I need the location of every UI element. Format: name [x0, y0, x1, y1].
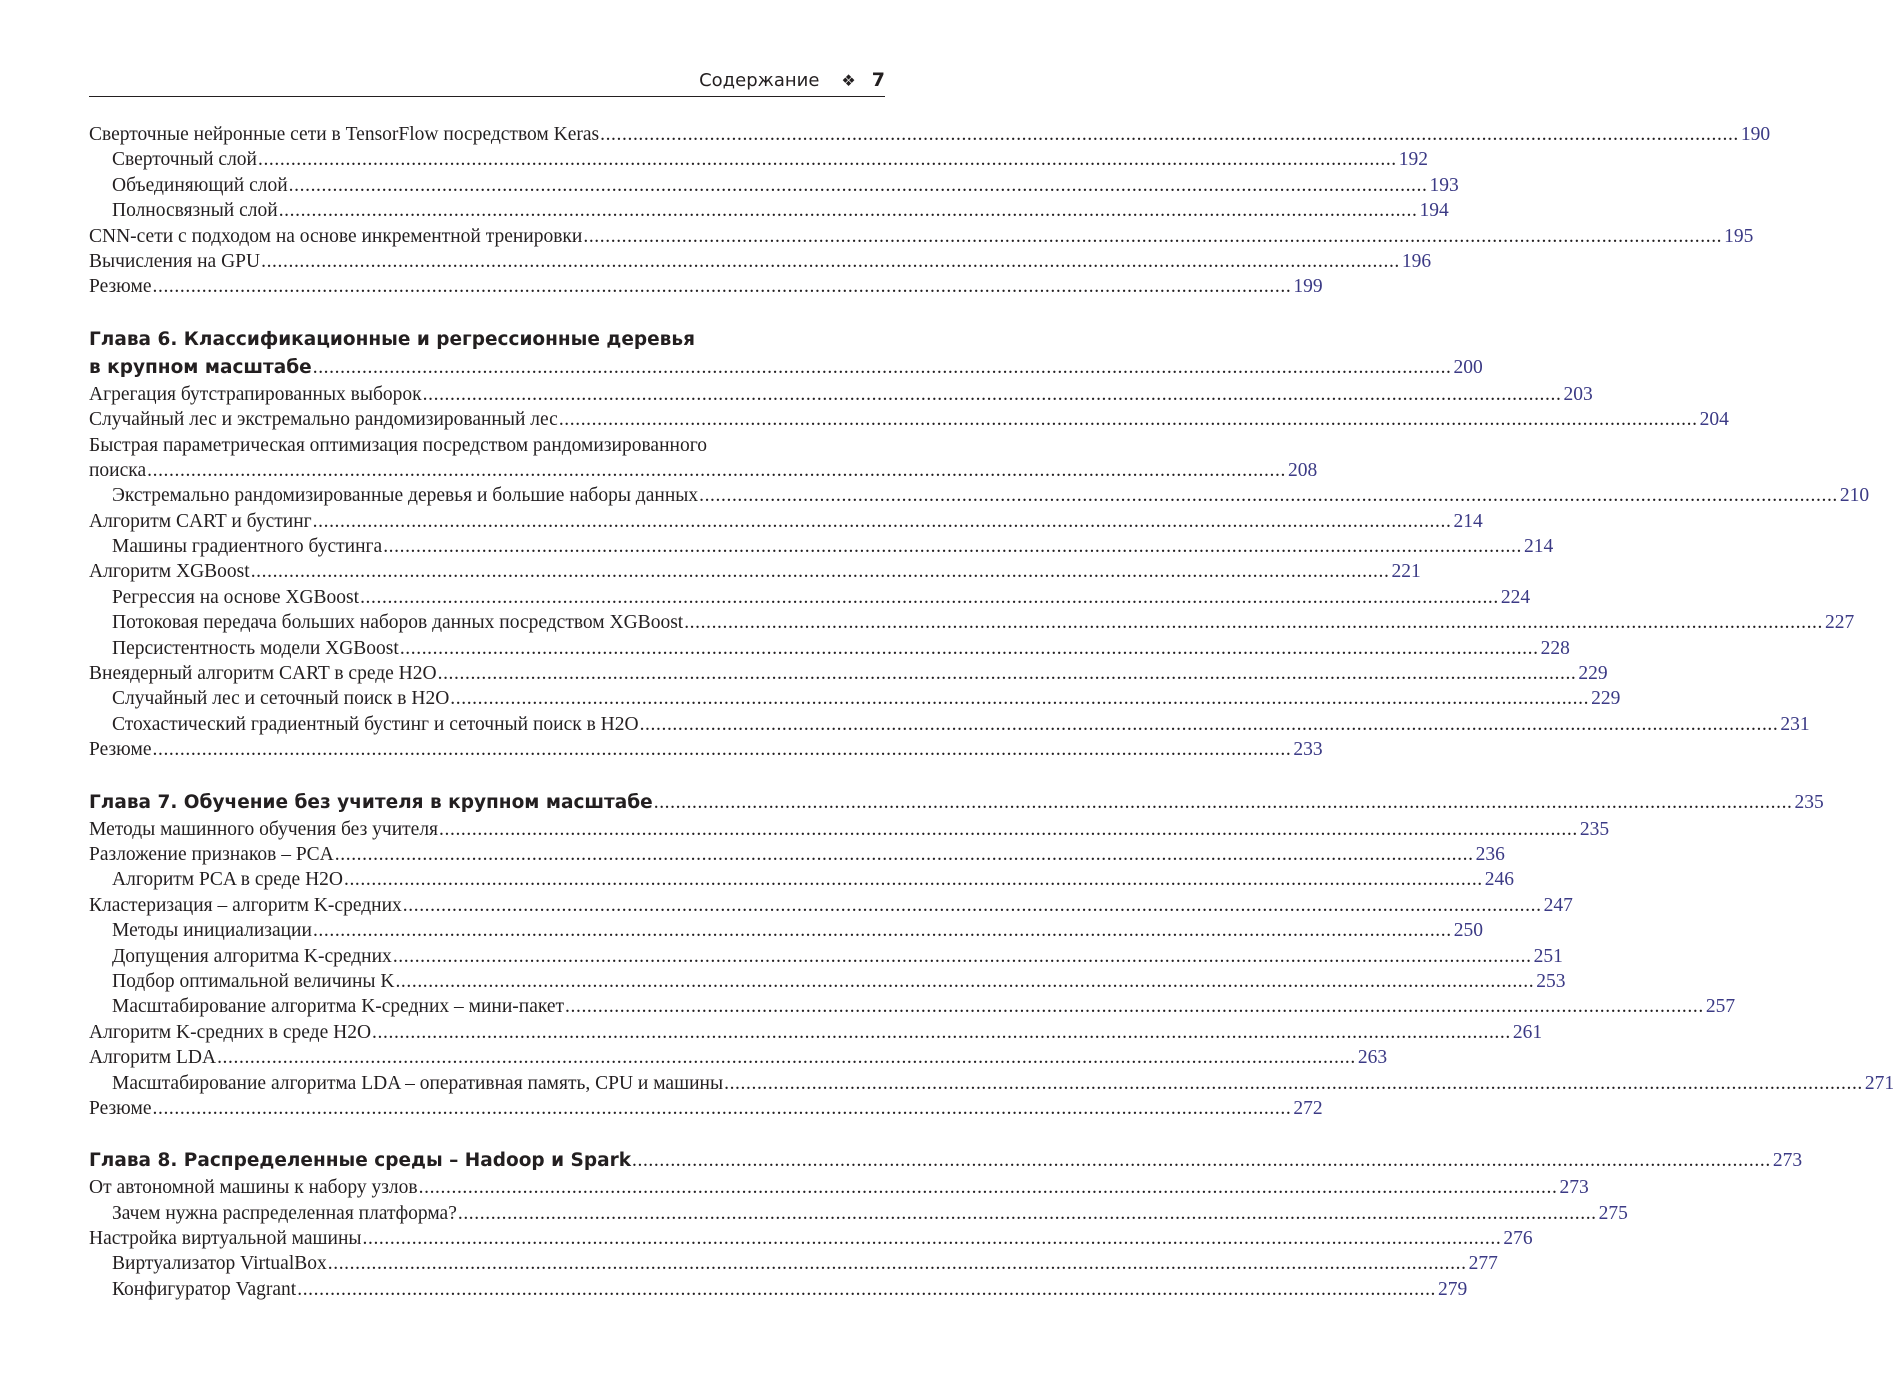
- chapter-heading[interactable]: [89, 354, 1483, 382]
- entry-title: От автономной машины к набору узлов: [89, 1177, 418, 1199]
- dot-leader: [559, 407, 1698, 432]
- entry-page-number: 200: [1453, 356, 1483, 378]
- dot-leader: [684, 610, 1823, 635]
- toc-entry[interactable]: [89, 610, 1855, 635]
- toc-entry[interactable]: [89, 1045, 1388, 1070]
- toc-entry[interactable]: [89, 1020, 1543, 1045]
- dot-leader: [153, 737, 1292, 762]
- entry-page-number: 263: [1357, 1047, 1388, 1069]
- entry-page-number: 203: [1563, 383, 1593, 405]
- toc-entry[interactable]: [89, 944, 1563, 969]
- dot-leader: [640, 712, 1779, 737]
- entry-title: Резюме: [89, 276, 152, 298]
- toc-entry[interactable]: [89, 224, 1754, 249]
- entry-page-number: 233: [1293, 739, 1323, 761]
- toc-entry[interactable]: [89, 147, 1429, 172]
- dot-leader: [403, 893, 1542, 918]
- entry-page-number: 195: [1724, 225, 1754, 247]
- entry-page-number: 224: [1500, 586, 1531, 608]
- entry-title: Алгоритм CART и бустинг: [89, 510, 312, 532]
- toc-entry[interactable]: [89, 1175, 1589, 1200]
- dot-leader: [583, 224, 1722, 249]
- toc-entry[interactable]: [89, 1096, 1323, 1121]
- toc-entry[interactable]: [89, 274, 1323, 299]
- entry-title: Случайный лес и экстремально рандомизированный лес: [89, 409, 558, 431]
- dot-leader: [439, 817, 1578, 842]
- dot-leader: [450, 686, 1589, 711]
- entry-title: Стохастический градиентный бустинг и сеточный поиск в H2O: [112, 713, 639, 735]
- entry-page-number: 253: [1536, 970, 1566, 992]
- toc-entry[interactable]: [89, 918, 1483, 943]
- entry-title: Настройка виртуальной машины: [89, 1228, 362, 1250]
- dot-leader: [360, 585, 1499, 610]
- entry-page-number: 208: [1287, 459, 1318, 481]
- entry-title: Агрегация бутстрапированных выборок: [89, 383, 422, 405]
- entry-title: Объединяющий слой: [112, 174, 288, 196]
- toc-entry[interactable]: [89, 712, 1810, 737]
- toc-entry[interactable]: [89, 1226, 1533, 1251]
- dot-leader: [423, 382, 1562, 407]
- dot-leader: [724, 1071, 1863, 1096]
- toc-entry[interactable]: [89, 198, 1449, 223]
- toc-entry[interactable]: [89, 842, 1505, 867]
- entry-page-number: 271: [1864, 1072, 1894, 1094]
- toc-entry[interactable]: [89, 1277, 1468, 1302]
- entry-page-number: 229: [1578, 663, 1608, 685]
- entry-page-number: 196: [1401, 250, 1432, 272]
- entry-title: Алгоритм LDA: [89, 1047, 217, 1069]
- entry-page-number: 276: [1503, 1228, 1533, 1250]
- entry-page-number: 221: [1391, 561, 1421, 583]
- entry-title: Потоковая передача больших наборов данных посредством XGBoost: [112, 612, 684, 634]
- toc-entry[interactable]: [89, 382, 1593, 407]
- entry-page-number: 214: [1453, 510, 1483, 532]
- entry-page-number: 228: [1540, 637, 1570, 659]
- dot-leader: [335, 842, 1474, 867]
- dot-leader: [400, 636, 1539, 661]
- entry-page-number: 251: [1533, 945, 1563, 967]
- running-header: [89, 64, 885, 97]
- dot-leader: [147, 458, 1286, 483]
- entry-title: Внеядерный алгоритм CART в среде H2O: [89, 663, 437, 685]
- toc-entry[interactable]: [89, 661, 1608, 686]
- header-section-title: Содержание: [699, 69, 820, 91]
- entry-title: Подбор оптимальной величины K: [112, 970, 395, 992]
- toc-entry[interactable]: [89, 249, 1432, 274]
- entry-page-number: 214: [1524, 536, 1554, 558]
- dot-leader: [438, 661, 1577, 686]
- entry-title: Сверточный слой: [112, 149, 257, 171]
- dot-leader: [328, 1251, 1467, 1276]
- entry-page-number: 273: [1772, 1150, 1803, 1172]
- entry-title: Глава 7. Обучение без учителя в крупном масштабе: [89, 791, 653, 813]
- entry-title: Регрессия на основе XGBoost: [112, 586, 360, 608]
- entry-page-number: 261: [1512, 1021, 1543, 1043]
- dot-leader: [363, 1226, 1502, 1251]
- toc-entry[interactable]: [89, 483, 1870, 508]
- entry-page-number: 235: [1579, 818, 1610, 840]
- dot-leader: [261, 249, 1400, 274]
- chapter-heading[interactable]: [89, 1147, 1803, 1175]
- entry-title: Методы машинного обучения без учителя: [89, 818, 439, 840]
- dot-leader: [383, 534, 1522, 559]
- dot-leader: [395, 969, 1534, 994]
- section-spacer: [89, 300, 885, 326]
- toc-entry[interactable]: [89, 559, 1421, 584]
- entry-page-number: 192: [1398, 149, 1429, 171]
- entry-title: Резюме: [89, 739, 152, 761]
- entry-page-number: 235: [1794, 791, 1824, 813]
- entry-title: Масштабирование алгоритма LDA – оперативная память, CPU и машины: [112, 1072, 724, 1094]
- entry-page-number: 210: [1839, 485, 1870, 507]
- entry-title: CNN-сети с подходом на основе инкрементной тренировки: [89, 225, 583, 247]
- entry-page-number: 204: [1699, 409, 1729, 431]
- entry-title: Конфигуратор Vagrant: [112, 1278, 297, 1300]
- dot-leader: [289, 173, 1428, 198]
- dot-leader: [313, 354, 1452, 382]
- entry-title: Алгоритм PCA в среде H2O: [112, 869, 343, 891]
- toc-entry[interactable]: [89, 994, 1736, 1019]
- entry-title: Алгоритм K-средних в среде H2O: [89, 1021, 372, 1043]
- entry-title: Случайный лес и сеточный поиск в H2O: [112, 688, 450, 710]
- entry-title: Алгоритм XGBoost: [89, 561, 250, 583]
- entry-title: Кластеризация – алгоритм K-средних: [89, 894, 402, 916]
- entry-page-number: 250: [1453, 920, 1483, 942]
- entry-title: Персистентность модели XGBoost: [112, 637, 399, 659]
- entry-page-number: 199: [1293, 276, 1323, 298]
- entry-title: Машины градиентного бустинга: [112, 536, 383, 558]
- entry-title: Зачем нужна распределенная платформа?: [112, 1202, 457, 1224]
- dot-leader: [632, 1147, 1771, 1175]
- entry-title: Вычисления на GPU: [89, 250, 261, 272]
- dot-leader: [600, 122, 1739, 147]
- entry-page-number: 190: [1740, 124, 1771, 145]
- toc-entry[interactable]: [89, 407, 1729, 432]
- dot-leader: [699, 483, 1838, 508]
- dot-leader: [313, 509, 1452, 534]
- entry-page-number: 231: [1780, 713, 1810, 735]
- toc-entry[interactable]: [89, 867, 1515, 892]
- entry-page-number: 194: [1419, 200, 1449, 222]
- entry-page-number: 272: [1293, 1097, 1323, 1119]
- entry-title: Глава 8. Распределенные среды – Hadoop и Spark: [89, 1150, 631, 1172]
- entry-title: Методы инициализации: [112, 920, 312, 942]
- entry-title: Сверточные нейронные сети в TensorFlow посредством Keras: [89, 124, 600, 145]
- toc-entry[interactable]: [89, 509, 1483, 534]
- entry-title: Разложение признаков – PCA: [89, 843, 334, 865]
- dot-leader: [419, 1175, 1558, 1200]
- entry-title: Полносвязный слой: [112, 200, 278, 222]
- entry-page-number: 246: [1484, 869, 1515, 891]
- entry-page-number: 279: [1438, 1278, 1468, 1300]
- dot-leader: [372, 1020, 1511, 1045]
- entry-page-number: 257: [1705, 996, 1736, 1018]
- toc-entry[interactable]: [89, 969, 1566, 994]
- page-number: 7: [871, 69, 885, 91]
- toc-entry[interactable]: [89, 1201, 1628, 1226]
- toc-entry[interactable]: [89, 534, 1554, 559]
- toc-entry[interactable]: [89, 686, 1621, 711]
- dot-leader: [297, 1277, 1436, 1302]
- dot-leader: [217, 1045, 1356, 1070]
- entry-page-number: 229: [1591, 688, 1621, 710]
- dot-leader: [153, 274, 1292, 299]
- entry-page-number: 227: [1825, 612, 1855, 634]
- dot-leader: [279, 198, 1418, 223]
- entry-page-number: 275: [1598, 1202, 1628, 1224]
- toc-entry[interactable]: [89, 1251, 1498, 1276]
- toc-entry[interactable]: [89, 636, 1570, 661]
- table-of-contents: [89, 122, 1894, 1302]
- dot-leader: [251, 559, 1390, 584]
- toc-entry[interactable]: [89, 737, 1323, 762]
- entry-page-number: 247: [1543, 894, 1573, 916]
- toc-entry[interactable]: [89, 458, 1318, 483]
- entry-page-number: 277: [1468, 1253, 1498, 1275]
- ornament-icon: ❖: [841, 70, 856, 90]
- toc-entry[interactable]: [89, 173, 1459, 198]
- section-spacer: [89, 763, 885, 789]
- dot-leader: [393, 944, 1532, 969]
- dot-leader: [458, 1201, 1597, 1226]
- entry-title: в крупном масштабе: [89, 356, 312, 378]
- dot-leader: [153, 1096, 1292, 1121]
- toc-entry[interactable]: [89, 122, 1771, 147]
- toc-entry-line1: Быстрая параметрическая оптимизация посредством рандомизированного: [89, 434, 707, 456]
- dot-leader: [654, 789, 1793, 817]
- entry-title: поиска: [89, 459, 147, 481]
- chapter-heading[interactable]: [89, 789, 1824, 817]
- dot-leader: [313, 918, 1452, 943]
- section-spacer: [89, 1121, 885, 1147]
- dot-leader: [565, 994, 1704, 1019]
- chapter-heading-line1: Глава 6. Классификационные и регрессионные деревья: [89, 328, 695, 350]
- entry-title: Резюме: [89, 1097, 152, 1119]
- entry-title: Виртуализатор VirtualBox: [112, 1253, 327, 1275]
- entry-title: Экстремально рандомизированные деревья и большие наборы данных: [112, 485, 699, 507]
- toc-entry[interactable]: [89, 1071, 1894, 1096]
- toc-entry[interactable]: [89, 817, 1610, 842]
- dot-leader: [258, 147, 1397, 172]
- dot-leader: [344, 867, 1483, 892]
- entry-title: Допущения алгоритма K-средних: [112, 945, 392, 967]
- entry-title: Масштабирование алгоритма K-средних – мини-пакет: [112, 996, 565, 1018]
- toc-entry[interactable]: [89, 585, 1531, 610]
- entry-page-number: 193: [1429, 174, 1459, 196]
- entry-page-number: 273: [1559, 1177, 1589, 1199]
- toc-entry[interactable]: [89, 893, 1573, 918]
- entry-page-number: 236: [1475, 843, 1505, 865]
